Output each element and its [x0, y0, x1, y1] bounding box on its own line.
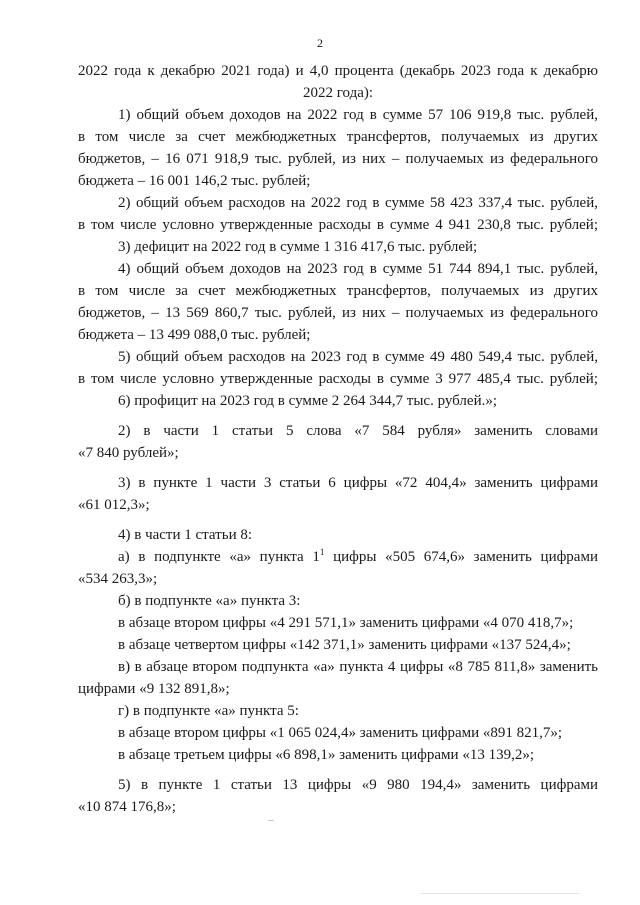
text-line: 2022 года): — [302, 85, 374, 101]
text-line: в том числе условно утвержденные расходы в сумме 4 941 230,8 тыс. рублей; — [78, 217, 598, 233]
text-line: 6) профицит на 2023 год в сумме 2 264 344,7 тыс. рублей.»; — [118, 393, 498, 409]
text-line: 4) в части 1 статьи 8: — [118, 527, 253, 543]
text-line: бюджетов, – 13 569 860,7 тыс. рублей, из них – получаемых из федерального — [78, 305, 598, 321]
text-line: 2022 года к декабрю 2021 года) и 4,0 процента (декабрь 2023 года к декабрю — [78, 63, 598, 79]
text-line: «7 840 рублей»; — [78, 445, 179, 461]
text-line: в абзаце втором цифры «4 291 571,1» заменить цифрами «4 070 418,7»; — [118, 615, 574, 631]
text-line: в абзаце третьем цифры «6 898,1» заменить цифрами «13 139,2»; — [118, 747, 534, 763]
text-line: 1) общий объем доходов на 2022 год в сумме 57 106 919,8 тыс. рублей, — [118, 107, 598, 123]
text-line: «10 874 176,8»; — [78, 799, 176, 815]
text-line: б) в подпункте «а» пункта 3: — [118, 593, 301, 609]
text-segment: а) в подпункте «а» пункта 1 — [118, 549, 320, 565]
text-segment: цифры «505 674,6» заменить цифрами — [324, 549, 598, 565]
page-number: 2 — [317, 36, 323, 50]
text-line: 5) общий объем расходов на 2023 год в сумме 49 480 549,4 тыс. рублей, — [118, 349, 598, 365]
text-line: в том числе за счет межбюджетных трансфертов, получаемых из других — [78, 129, 598, 145]
text-line: 5) в пункте 1 статьи 13 цифры «9 980 194,4» заменить цифрами — [118, 777, 598, 793]
text-line: 3) в пункте 1 части 3 статьи 6 цифры «72 404,4» заменить цифрами — [118, 475, 598, 491]
text-line: бюджета – 16 001 146,2 тыс. рублей; — [78, 173, 311, 189]
text-line: 2) общий объем расходов на 2022 год в сумме 58 423 337,4 тыс. рублей, — [118, 195, 598, 211]
scan-smudge — [420, 893, 580, 894]
superscript: 1 — [319, 547, 325, 557]
text-line: «534 263,3»; — [78, 571, 158, 587]
text-line: в абзаце четвертом цифры «142 371,1» заменить цифрами «137 524,4»; — [118, 637, 571, 653]
text-line: цифрами «9 132 891,8»; — [78, 681, 230, 697]
text-line: 4) общий объем доходов на 2023 год в сумме 51 744 894,1 тыс. рублей, — [118, 261, 598, 277]
text-line: в) в абзаце втором подпункта «а» пункта 4 цифры «8 785 811,8» заменить — [118, 659, 598, 675]
text-line: бюджетов, – 16 071 918,9 тыс. рублей, из них – получаемых из федерального — [78, 151, 598, 167]
text-line: в абзаце втором цифры «1 065 024,4» заменить цифрами «891 821,7»; — [118, 725, 563, 741]
scan-smudge — [268, 820, 274, 821]
text-line: в том числе за счет межбюджетных трансфертов, получаемых из других — [78, 283, 598, 299]
text-line: 2) в части 1 статьи 5 слова «7 584 рубля» заменить словами — [118, 423, 598, 439]
text-line: 3) дефицит на 2022 год в сумме 1 316 417,6 тыс. рублей; — [118, 239, 478, 255]
text-line-with-superscript — [118, 548, 598, 566]
text-line: в том числе условно утвержденные расходы в сумме 3 977 485,4 тыс. рублей; — [78, 371, 598, 387]
text-line: «61 012,3»; — [78, 497, 150, 513]
text-line: бюджета – 13 499 088,0 тыс. рублей; — [78, 327, 311, 343]
text-line: г) в подпункте «а» пункта 5: — [118, 703, 299, 719]
